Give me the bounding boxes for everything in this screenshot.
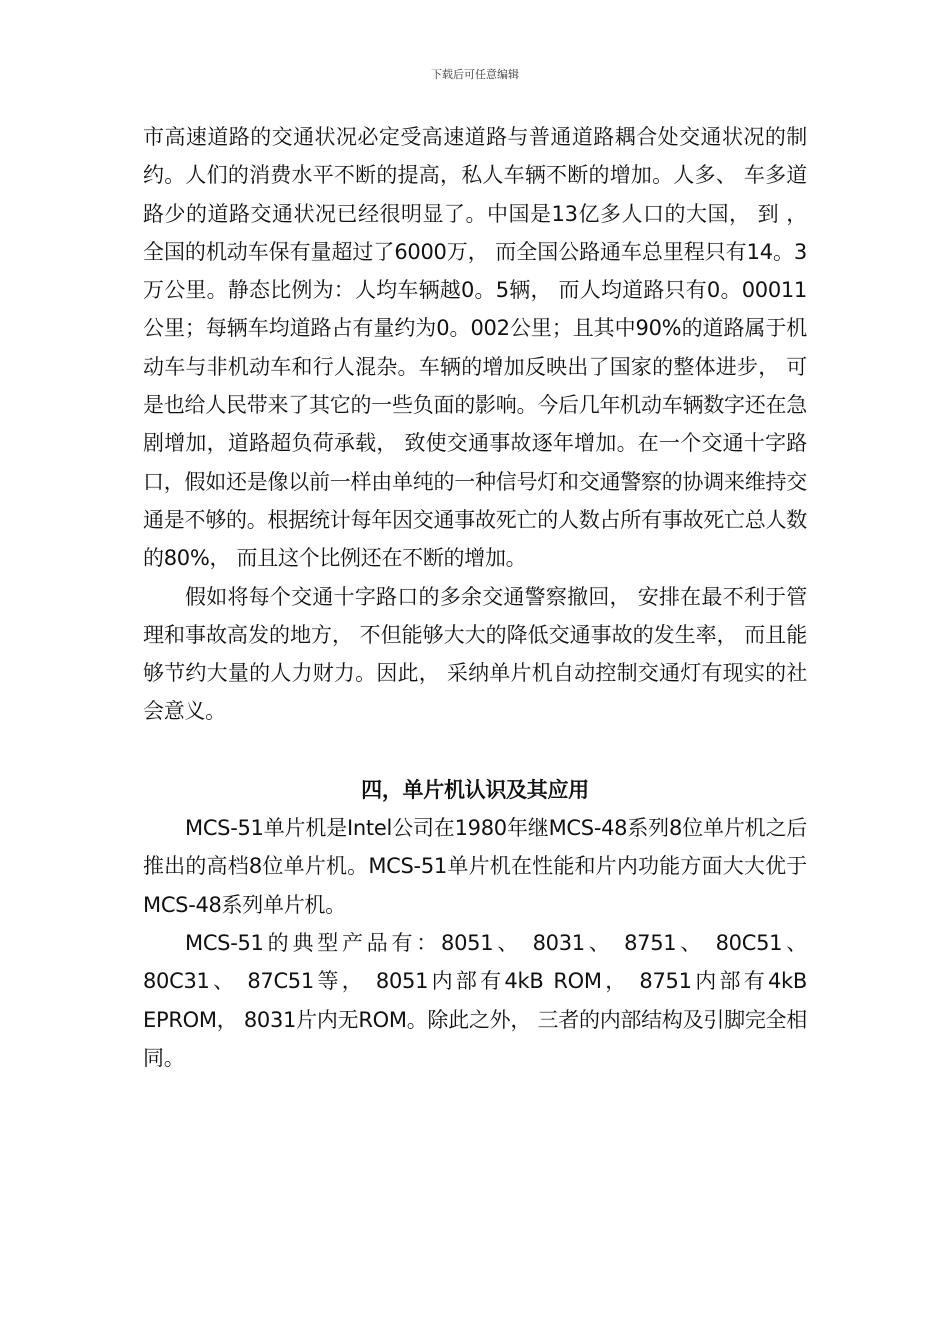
section-title: 四，单片机认识及其应用 — [361, 777, 589, 802]
document-body — [143, 118, 807, 1077]
section-spacer — [143, 731, 807, 771]
paragraph-mcs51-intro: MCS-51单片机是Intel公司在1980年继MCS-48系列8位单片机之后推出的高档8位单片机。MCS-51单片机在性能和片内功能方面大大优于MCS-48系列单片机。 — [143, 816, 807, 917]
paragraph-traffic-status: 市高速道路的交通状况必定受高速道路与普通道路耦合处交通状况的制约。人们的消费水平不断的提高，私人车辆不断的增加。人多、 车多道路少的道路交通状况已经很明显了。中国是13亿多人口的大国， 到 ， 全国的机动车保有量超过了6000万， 而全国公路通车总里程只有14。3万公里。静态比例为：人均车辆越0。5辆， 而人均道路只有0。00011公里；每辆车均道路占有量约为0。002公里；且其中90%的道路属于机动车与非机动车和行人混杂。车辆的增加反映出了国家的整体进步， 可是也给人民带来了其它的一些负面的影响。今后几年机动车辆数字还在急剧增加，道路超负荷承载， 致使交通事故逐年增加。在一个交通十字路口，假如还是像以前一样由单纯的一种信号灯和交通警察的协调来维持交通是不够的。根据统计每年因交通事故死亡的人数占所有事故死亡总人数的80%， 而且这个比例还在不断的增加。 — [143, 125, 807, 571]
page-header: 下载后可任意编辑 — [431, 68, 519, 81]
paragraph-mcs51-products: MCS-51的典型产品有：8051、 8031、 8751、 80C51、80C31、 87C51等， 8051内部有4kB ROM， 8751内部有4kB EPROM， 8031片内无ROM。除此之外， 三者的内部结构及引脚完全相同。 — [143, 930, 807, 1070]
paragraph-traffic-police: 假如将每个交通十字路口的多余交通警察撤回， 安排在最不利于管理和事故高发的地方， 不但能够大大的降低交通事故的发生率， 而且能够节约大量的人力财力。因此， 采纳单片机自动控制交通灯有现实的社会意义。 — [143, 584, 807, 724]
